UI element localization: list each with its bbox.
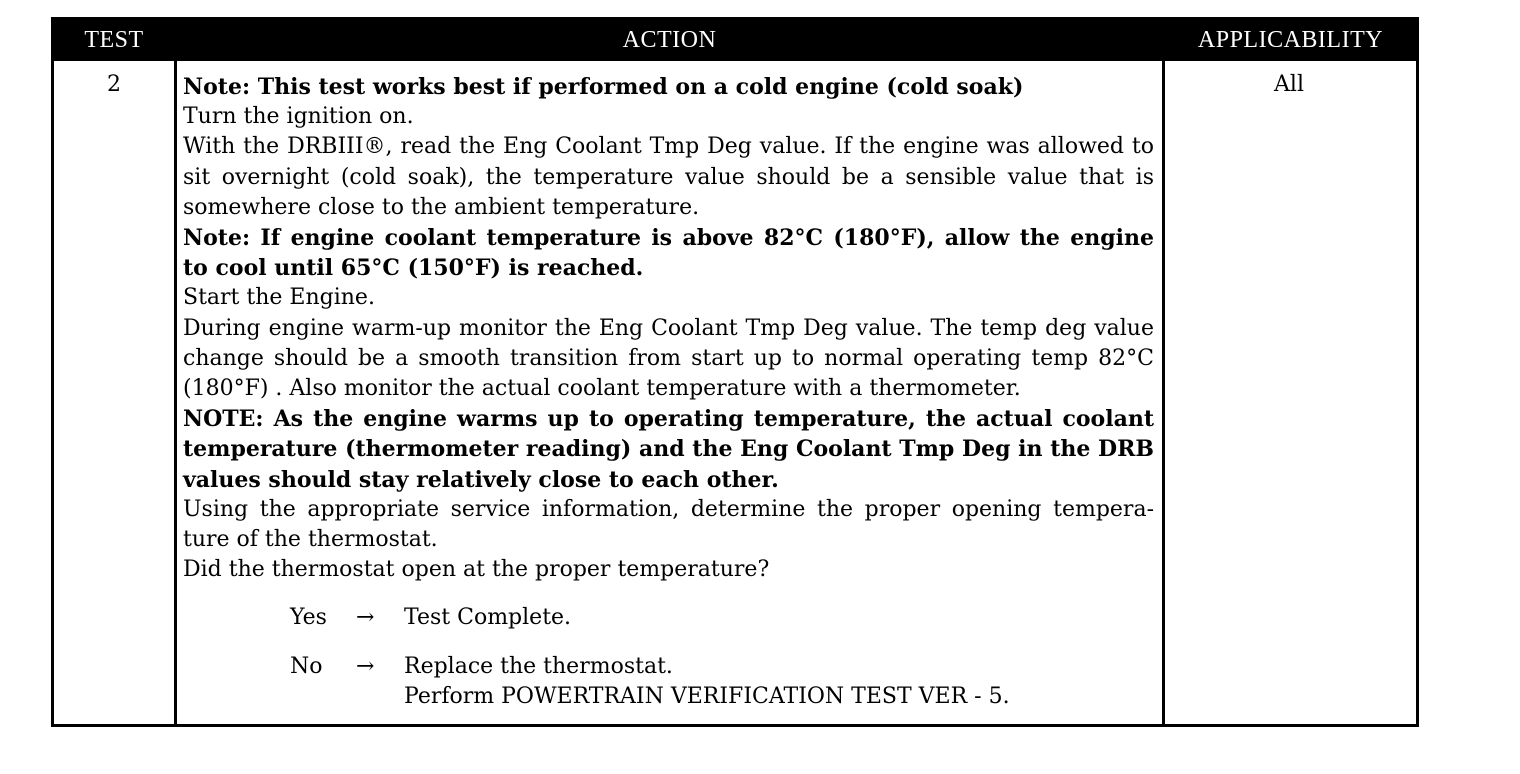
- step-service-info: Using the appropriate service information, determine the proper opening tempera-ture of the thermostat.: [183, 496, 1154, 553]
- applicability-value: All: [1274, 72, 1304, 97]
- action-cell: [183, 72, 1154, 585]
- step-ignition-on: Turn the ignition on.: [183, 104, 414, 130]
- arrow-icon: →: [356, 654, 375, 679]
- note-warm-up: NOTE: As the engine warms up to operating temperature, the actual coolant temperature (thermometer reading) and the Eng Coolant Tmp Deg in the DRB values should stay relatively close to each other.: [183, 406, 1154, 493]
- step-read-coolant-temp: With the DRBIII®, read the Eng Coolant Tmp Deg value. If the engine was allowed to sit overnight (cold soak), the temperature value should be a sensible value that is somewhere close to the ambient temperature.: [183, 134, 1154, 220]
- note-cold-engine: Note: This test works best if performed on a cold engine (cold soak): [183, 74, 1024, 100]
- diagnostic-table: [51, 17, 1419, 727]
- header-test: TEST: [84, 27, 144, 53]
- response-result-line2: Perform POWERTRAIN VERIFICATION TEST VER - 5.: [404, 684, 1010, 709]
- note-coolant-above: Note: If engine coolant temperature is above 82°C (180°F), allow the engine to cool until 65°C (150°F) is reached.: [183, 225, 1154, 282]
- question-thermostat: Did the thermostat open at the proper temperature?: [183, 557, 770, 583]
- response-answer: Yes: [290, 605, 327, 630]
- header-action: ACTION: [622, 27, 717, 53]
- table-header: [54, 20, 1416, 61]
- column-divider: [174, 61, 177, 724]
- response-answer: No: [290, 654, 323, 679]
- response-result: Replace the thermostat.: [404, 654, 673, 679]
- step-start-engine: Start the Engine.: [183, 285, 375, 311]
- header-applicability: APPLICABILITY: [1197, 27, 1384, 53]
- response-result: Test Complete.: [404, 605, 572, 630]
- column-divider: [1162, 61, 1165, 724]
- step-monitor-warmup: During engine warm-up monitor the Eng Coolant Tmp Deg value. The temp deg value change should be a smooth transition from start up to normal operating temp 82°C (180°F) . Also monitor the actual coolant temperature with a thermometer.: [183, 315, 1154, 402]
- arrow-icon: →: [356, 605, 375, 630]
- test-number: 2: [107, 72, 121, 97]
